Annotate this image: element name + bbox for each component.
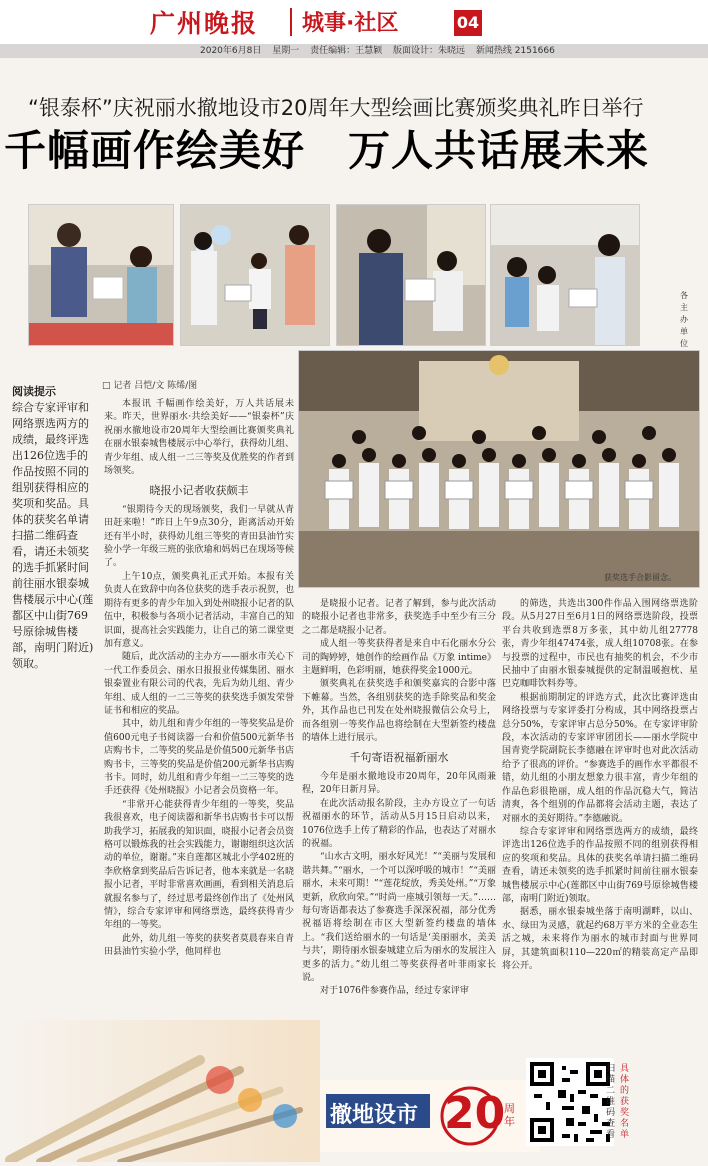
paragraph: 对于1076件参赛作品，经过专家评审: [320, 986, 469, 997]
award-photo-3: [336, 204, 486, 346]
paragraph: 随后，此次活动的主办方——丽水市关心下一代工作委员会、丽水日报报业传媒集团、丽水银泰置业有限公司的代表，先后为幼儿组、青少年组、成人组的一二三等奖的获奖选手颁发荣誉证书和相应的奖品。: [104, 652, 294, 716]
newspaper-name: 广州晚报: [150, 9, 259, 38]
paragraph: 的筛选，共选出300件作品入围网络票选阶段。从5月27日至6月1日的网络票选阶段，投票平台共收到选票8万多张，其中幼儿组27778张，青少年组47474张，成人组10708张。在参与投票的过程中，市民也有抽奖的机会，不少市民抽中了由丽水银泰城提供的定制温暖抱枕、星巴克咖啡饮料券等。: [502, 599, 698, 690]
banner-suffix: 周年: [504, 1102, 515, 1128]
award-photo-1: [28, 204, 174, 346]
paragraph: “非常开心能获得青少年组的一等奖，奖品我很喜欢，电子阅读器和新华书店购书卡可以帮助我学习，拓展我的知识面，晓报小记者会员资格可以锻炼我的社会实践能力，谢谢组织这次活动的单位，谢谢。”来自莲都区城北小学402班的李欣格拿到奖品后告诉记者，他本来就是一名晓报小记者，平时非常喜欢画画，看到相关消息后就报名参与了，经过思考最终创作出了《处州风情》，综合专家评审和网络票选，最终获得青少年组的一等奖。: [104, 799, 294, 931]
paragraph: 成人组一等奖获得者是来自中石化丽水分公司的陶婷婷，她创作的绘画作品《万象 intime》主题鲜明，色彩明丽，她获得奖金1000元。: [302, 639, 496, 677]
paragraph: “银期待今天的现场颁奖，我们一早就从青田赶来啦！”昨日上午9点30分，距离活动开始还有半小时，获得幼儿组三等奖的青田县油竹实验小学一年级三班的张欣瑜和妈妈已在现场等候了。: [104, 504, 294, 569]
qr-instruction: 扫描二维码查看: [606, 1064, 616, 1140]
paintbrush-illustration: [0, 1020, 320, 1162]
info-bar: [0, 44, 708, 58]
editor-credit: 责任编辑：王慧颖: [310, 46, 383, 56]
paragraph: “山水古文明，丽水好风光！”“美丽与发展和谐共舞。”“丽水，一个可以深呼吸的城市！”“美丽丽水，未来可期！”“莲花绽放，秀美处州。”“万象更新，欣欣向荣。”“时尚一座城引领每一天。”……每句寄语都表达了参赛选手深深祝福，部分优秀祝福语将绘制在市区大型新签约楼盘的墙体上。“我们送给丽水的一句话是‘美丽丽水，美美与共’，期待丽水银泰城建立后为丽水的发展注入更多的活力。”幼儿组二等奖获得者叶菲雨家长说。: [302, 852, 496, 983]
section-heading: 晓报小记者收获颇丰: [149, 484, 249, 498]
paragraph: 今年是丽水撤地设市20周年，20年风雨兼程，20年日新月异。: [302, 771, 496, 796]
reading-tip-body: 综合专家评审和网络票选两方的成绩，最终评选出126位选手的作品按照不同的组别获得相应的奖项和奖品。具体的获奖名单请扫描二维码查看，请还未领奖的选手抓紧时间前往丽水银泰城售楼展示中心(莲都区中山街769号原徐城售楼部，南明门附近)领取。: [12, 401, 94, 670]
issue-date: 2020年6月8日: [200, 46, 262, 56]
article-title: 千幅画作绘美好 万人共话展未来: [4, 126, 650, 175]
section-name: 城事·社区: [302, 11, 399, 36]
byline: □ 记者 吕恺/文 陈烯/图: [102, 381, 198, 391]
paragraph: 上午10点，颁奖典礼正式开始。本报有关负责人在致辞中向各位获奖的选手表示祝贺，也期待有更多的青少年加入到处州晓报小记者的队伍中，积极参与各项小记者活动，丰富自己的知识面，提高社会实践能力，让自己的第二课堂更加有意义。: [104, 571, 294, 649]
masthead-divider: [290, 8, 292, 36]
paragraph: 综合专家评审和网络票选两方的成绩，最终评选出126位选手的作品按照不同的组别获得相应的奖项和奖品。具体的获奖名单请扫描二维码查看，请还未领奖的选手抓紧时间前往丽水银泰城售楼展示中心(莲都区中山街769号原徐城售楼部，南明门附近)领取。: [502, 826, 698, 904]
qr-title: 具体的获奖名单: [620, 1064, 630, 1140]
issue-weekday: 星期一: [272, 46, 300, 56]
news-hotline: 新闻热线 2151666: [475, 46, 555, 56]
anniversary-banner: [320, 1080, 540, 1152]
qr-code[interactable]: [526, 1058, 614, 1146]
paragraph: 根据前期制定的评选方式，此次比赛评选由网络投票与专家评委打分构成，其中网络投票占总分50%，专家评审占总分50%。在专家评审阶段，本次活动的专家评审团团长——丽水学院中国青瓷学院副院长李德融在评审时也对此次活动给予了很高的评价。“参赛选手的画作水平都很不错，幼儿组的小朋友想象力很丰富，青少年组的作品色彩很艳丽，成人组的作品沉稳大气，简洁清爽，各个组别的作品都将会活动主题，表达了对丽水的美好期待。”李德融说。: [502, 692, 698, 824]
paragraph: 颁奖典礼在获奖选手和颁奖嘉宾的合影中落下帷幕。当然，各组别获奖的选手除奖品和奖金外，其作品也已刊发在处州晓报微信公众号上，而各组别一等奖作品也将绘制在大型新签约楼盘的墙体上进行展示。: [302, 679, 496, 744]
paragraph: 在此次活动报名阶段，主办方设立了一句话祝福丽水的环节，活动从5月15日启动以来，1076位选手上传了精彩的作品，也表达了对丽水的祝福。: [302, 798, 496, 849]
paragraph: 本报讯 千幅画作绘美好，万人共话展未来。昨天，世界丽水·共绘美好——“银泰杯”庆祝丽水撤地设市20周年大型绘画比赛颁奖典礼在丽水银泰城售楼展示中心举行，获得幼儿组、青少年组、成人组一二三等奖及优胜奖的作者到场领奖。: [104, 399, 294, 477]
article-subtitle: “银泰杯”庆祝丽水撤地设市20周年大型绘画比赛颁奖典礼昨日举行: [28, 96, 644, 120]
article-column-3: [502, 598, 698, 1038]
banner-number: 20: [444, 1088, 506, 1139]
group-photo-caption: 获奖选手合影留念。: [604, 573, 676, 582]
photo-caption-top: 各主办单位: [680, 291, 688, 348]
award-photo-2: [180, 204, 330, 346]
paragraph: 此外，幼儿组一等奖的获奖者莫晨春来自青田县油竹实验小学，他同样也: [104, 933, 294, 958]
banner-text: 撤地设市: [330, 1103, 419, 1128]
award-photo-4: [490, 204, 640, 346]
paragraph: 其中，幼儿组和青少年组的一等奖奖品是价值600元电子书阅读器一台和价值500元新华书店购书卡，二等奖的奖品是价值500元新华书店购书卡，三等奖的奖品是价值200元新华书店购书卡。同时，幼儿组和青少年组一二三等奖的选手还获得《处州晓报》小记者会员资格一年。: [104, 719, 294, 797]
group-photo: [298, 350, 700, 588]
article-column-1: [104, 398, 294, 1048]
reading-tip-title: 阅读提示: [12, 385, 56, 398]
designer-credit: 版面设计：朱晓远: [393, 46, 466, 56]
paragraph: 据悉，丽水银泰城坐落于南明湖畔，以山、水、绿田为灵感，就起约68万平方米的全业态生活之城，未来将作为丽水的城市封面与世界同屏，其建筑面积110—220㎡的精装高定产品即将公开。: [502, 907, 698, 971]
paragraph: 是晓报小记者。记者了解到，参与此次活动的晓报小记者也非常多，获奖选手中至少有三分之二都是晓报小记者。: [302, 599, 496, 636]
section-heading: 千句寄语祝福新丽水: [349, 751, 449, 765]
page-number: 04: [454, 10, 482, 36]
article-column-2: [302, 598, 496, 1048]
